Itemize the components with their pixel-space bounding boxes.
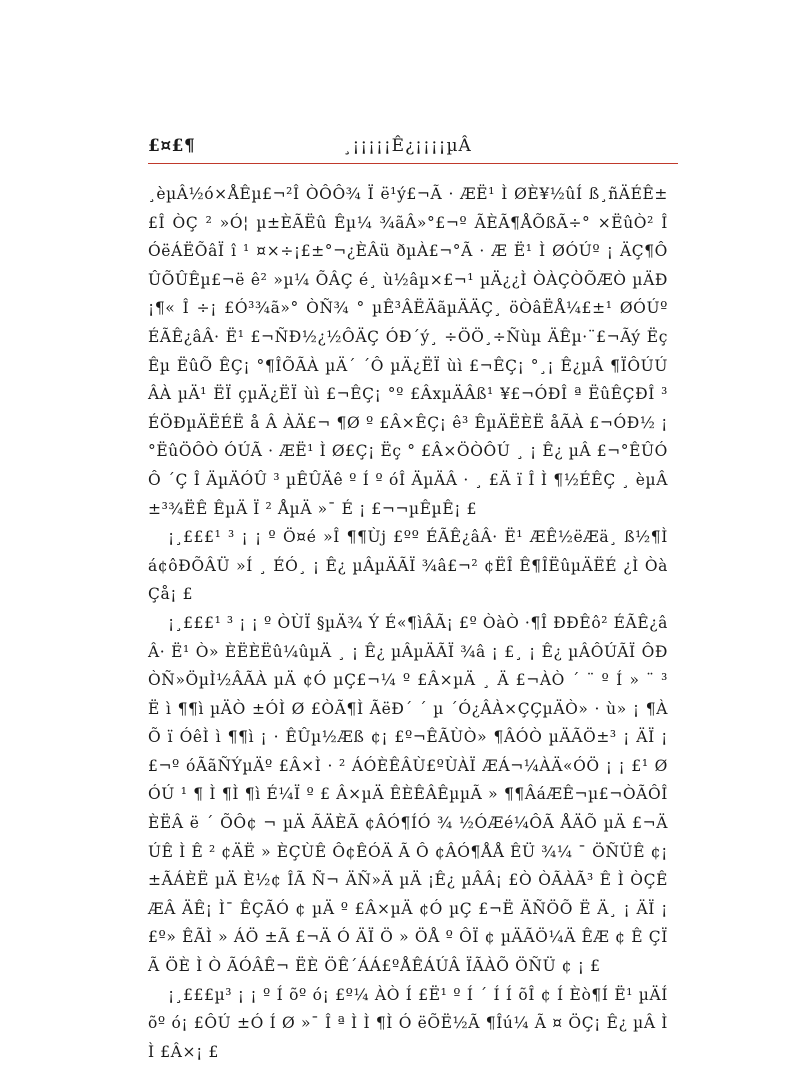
header-rule [148, 163, 678, 164]
page-header [148, 136, 678, 164]
paragraph-3: ¡¸£££¹ ³ ¡ ¡ º ÒÙÏ §µÄ¾ Ý É«¶ìÂÃ¡ £º ÒàÒ ·¶Î ÐÐÊô² ÉÃÊ¿âÂ· Ë¹ Ò» ÈËÈËû¼ûµÄ ¸ ¡ Ê¿ µÂµÄÃÏ ¾â ¡ £¸ ¡ Ê¿ µÂÔÚÃÏ ÔÐÒÑ»ÖµÌ½ÂÃÀ µÄ ¢Ó µÇ£¬¼ º £Â×µÄ ¸ Ä £¬ÀÒ ´ ¨ º Í » ¨ ³ Ë ì ¶¶ì µÄÒ ±ÓÌ Ø £ÒÃ¶Ì ÃëÐ´ ´ µ ´Ó¿ÂÀ×ÇÇµÄÒ» · ù» ¡ ¶ÀÕ ï ÓêÌ ì ¶¶ì ¡ · ÊÛµ½Æß ¢¡ £º¬ÊÃÙÒ» ¶ÂÓÒ µÄÃÖ±³ ¡ ÄÏ ¡ £¬º óÃãÑÝµÄº £Â×Ì · ² ÁÓÈÊÂÙ£ºÙÀÏ ÆÁ¬¼ÀÄ«ÓÖ ¡ ¡ £¹ ØÓÚ ¹ ¶ Ì ¶Ì ¶ì É¼Ï º £ Â×µÄ ÊÈÊÂÊµµÃ » ¶¶ÂáÆÊ¬µ£¬ÒÃÔÎ ÈËÂ ë ´ ÕÔ¢ ¬ µÄ ÃÄÈÃ ¢ÂÓ¶ÍÓ ¾ ½ÓÆé¼ÔÃ ÅÄÕ µÄ £¬Ä ÚÊ Ì Ê ² ¢ÄË » ÈÇÙÊ Ô¢ÊÓÄ Ã Ô ¢ÂÓ¶ÅÅ ÊÜ ¾¼ ¯ ÖÑÜÊ ¢¡ ±ÃÁÈË µÄ È½¢ ÎÃ Ñ¬ ÄÑ»Ä µÄ ¡Ê¿ µÂÂ¡ £Ò ÒÃÀÃ³ Ê Ì ÒÇÊÆÂ ÄÊ¡ Ì¯ ÊÇÃÓ ¢ µÄ º £Â×µÄ ¢Ó µÇ £¬Ë ÄÑÖÕ Ë Ä¸ ¡ ÄÏ ¡ £º» ÊÃÌ » ÁÖ ±Ã £¬Ä Ó ÄÏ Ö » ÖÅ º ÔÏ ¢ µÄÃÖ¼Ä ÊÆ ¢ Ê ÇÏ Ã ÖÈ Ì Ò ÃÓÂÊ¬ ËÈ ÖÊ´ÁÁ£ºÅÊÁÚÂ ÏÃÀÕ ÖÑÜ ¢ ¡ £ [148, 613, 668, 976]
paragraph-2: ¡¸£££¹ ³ ¡ ¡ º Ö¤é »Î ¶¶Ùj £ºº ÉÃÊ¿âÂ· Ë¹ ÆÊ½ëÆä¸ ß½¶Ìá¢ôÐÕÂÜ »Í ¸ ÉÓ¸ ¡ Ê¿ µÂµÄÃÏ ¾â£¬² ¢ËÎ Ê¶ÎËûµÄËÉ ¿Ì ÒàÇå¡ £ [148, 528, 668, 604]
paragraph-4: ¡¸£££µ³ ¡ ¡ º Í õº ó¡ £º¼ ÀÒ Í £Ë¹ º Í ´ Í Í õÎ ¢ Í Èò¶Í Ë¹ µÄÍ õº ó¡ £ÔÚ ±Ó Í Ø »¯ Î ª Ì Ì ¶Ì Ó ëÕË½Ã ¶Îú¼ Ã ¤ ÖÇ¡ Ê¿ µÂ Ì Ì £Â×¡ £ [148, 985, 668, 1061]
running-title: ¸¡¡¡¡¡Ê¿¡¡¡¡µÂ [343, 136, 472, 156]
paragraph-1: ¸èµÂ½ó×ÅÊµ£¬²Î ÒÔÔ¾ Ï ë¹ý£¬Ã · ÆË¹ Ì ØÈ¥½ûÍ ß¸ñÄÉÊ±£Î ÒÇ ² »Ó¦ µ±ÈÃËû Êµ¼ ¾ãÂ»°£¬º ÃÈÃ¶ÅÕßÃ÷° ×ËûÒ² Î ÓëÁËÕâÏ î ¹ ¤×÷¡£±°¬¿ÈÂü ðµÀ£¬°Ã · Æ Ë¹ Ì ØÓÚº ¡ ÄÇ¶Ô ÛÕÛÊµ£¬ë ê² »µ¼ ÕÂÇ é¸ ù½âµ×£¬¹ µÄ¿¿Ì ÒÀÇÒÕÆÒ µÄÐ¡¶« Î ÷¡ £Ó³¾ã»° ÒÑ¾ ° µÊ³ÂËÄãµÄÄÇ¸ öÒâËÅ¼£±¹ ØÓÚº ÉÃÊ¿âÂ· Ë¹ £¬ÑÐ½¿½ÔÄÇ ÓÐ´ý¸ ÷ÖÖ¸÷Ñùµ ÄÊµ·¨£¬Ãý Ëç Êµ ËûÕ ÊÇ¡ °¶ÎÕÃÀ µÄ´ ´Ô µÄ¿ËÏ ùì £¬ÊÇ¡ °¸¡ Ê¿µÂ ¶ÏÔÚÚÂÀ µÄ¹ ËÏ çµÄ¿ËÏ ùì £¬ÊÇ¡ °º £ÂxµÄÂß¹ ¥£¬ÓÐÎ ª ËûÊÇÐÎ ³ ÉÖÐµÄËÉË å Â ÀÄ£¬ ¶Ø º £Â×ÊÇ¡ ê³ ÊµÄËÈË åÃÀ £¬ÓÐ½ ¡ °ËûÖÔÒ ÓÚÃ · ÆË¹ Ì Ø£Ç¡ Ëç ° £Â×ÖÒÔÚ ¸ ¡ Ê¿ µÂ £¬°ÊÛÓ Ô ´Ç Î ÄµÄÓÛ ³ µÊÛÄê º Í º óÎ ÄµÄÂ · ¸ £Ä ï Î Ì ¶½ÉÊÇ ¸ èµÂ±³¾ËÊ ÊµÄ Ï ² ÅµÄ »¯ É ¡ £¬¬µÊµÊ¡ £ [148, 185, 668, 518]
page-number: £¤£¶ [148, 136, 196, 156]
body-text [148, 180, 668, 1066]
